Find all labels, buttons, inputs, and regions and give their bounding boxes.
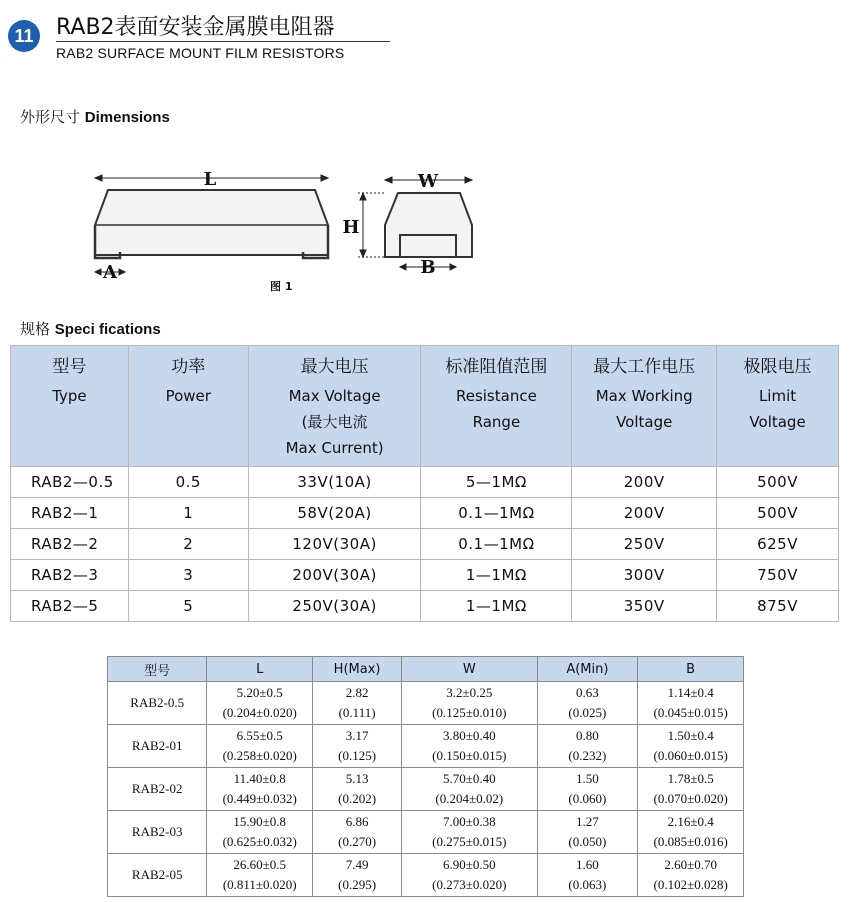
dimensions-heading — [20, 106, 170, 127]
dims-header-row — [108, 657, 744, 682]
inch-value: (0.050) — [568, 834, 607, 849]
metric-value: 2.82 — [345, 685, 369, 700]
dims-model-cell: RAB2-01 — [108, 725, 207, 768]
dims-cell-w — [402, 768, 537, 811]
spec-cell: 33V(10A) — [248, 467, 421, 498]
dims-cell-b — [638, 682, 744, 725]
dims-header-h: H(Max) — [313, 657, 402, 682]
inch-value: (0.270) — [338, 834, 377, 849]
spec-cell: 625V — [717, 529, 839, 560]
inch-value: (0.150±0.015) — [432, 748, 507, 763]
inch-value: (0.202) — [338, 791, 377, 806]
metric-value: 1.14±0.4 — [667, 685, 714, 700]
metric-value: 6.86 — [345, 814, 369, 829]
metric-value: 3.2±0.25 — [446, 685, 493, 700]
spec-cell: 3 — [128, 560, 248, 591]
spec-cell: 300V — [572, 560, 717, 591]
dims-header-b: B — [638, 657, 744, 682]
inch-value: (0.449±0.032) — [222, 791, 297, 806]
specifications-table — [10, 345, 839, 622]
spec-cell: 0.5 — [128, 467, 248, 498]
label-W: W — [417, 171, 439, 192]
metric-value: 1.50 — [576, 771, 599, 786]
dims-cell-h — [313, 768, 402, 811]
dims-cell-b — [638, 811, 744, 854]
metric-value: 3.80±0.40 — [442, 728, 496, 743]
dimensions-table — [107, 656, 744, 897]
inch-value: (0.204±0.020) — [222, 705, 297, 720]
spec-cell: RAB2—5 — [11, 591, 129, 622]
spec-cell: 1—1MΩ — [421, 591, 572, 622]
dims-model-cell: RAB2-05 — [108, 854, 207, 897]
dims-cell-l — [207, 854, 313, 897]
spec-row — [11, 498, 839, 529]
dims-row — [108, 811, 744, 854]
dims-model-cell: RAB2-0.5 — [108, 682, 207, 725]
spec-row — [11, 591, 839, 622]
spec-cell: 200V — [572, 498, 717, 529]
inch-value: (0.060±0.015) — [653, 748, 728, 763]
spec-cell: 500V — [717, 467, 839, 498]
spec-cell: 1 — [128, 498, 248, 529]
dims-cell-h — [313, 725, 402, 768]
dims-row — [108, 725, 744, 768]
dims-cell-l — [207, 725, 313, 768]
spec-cell: RAB2—3 — [11, 560, 129, 591]
spec-cell: 5 — [128, 591, 248, 622]
dims-cell-b — [638, 768, 744, 811]
dims-row — [108, 854, 744, 897]
inch-value: (0.102±0.028) — [653, 877, 728, 892]
label-L: L — [203, 169, 217, 190]
dims-cell-w — [402, 854, 537, 897]
inch-value: (0.295) — [338, 877, 377, 892]
spec-header-max-working-voltage: 最大工作电压 Max Working Voltage — [572, 346, 717, 467]
dims-model-cell: RAB2-03 — [108, 811, 207, 854]
label-A: A — [103, 262, 117, 283]
spec-cell: RAB2—2 — [11, 529, 129, 560]
spec-cell: 200V(30A) — [248, 560, 421, 591]
metric-value: 5.20±0.5 — [236, 685, 283, 700]
spec-cell: 875V — [717, 591, 839, 622]
spec-cell: RAB2—1 — [11, 498, 129, 529]
metric-value: 3.17 — [345, 728, 369, 743]
spec-cell: 0.1—1MΩ — [421, 498, 572, 529]
inch-value: (0.273±0.020) — [432, 877, 507, 892]
dims-cell-a — [537, 682, 638, 725]
section-number-badge: 11 — [8, 20, 40, 52]
spec-cell: 5—1MΩ — [421, 467, 572, 498]
dims-cell-h — [313, 682, 402, 725]
label-H: H — [342, 217, 360, 238]
metric-value: 0.80 — [576, 728, 599, 743]
specifications-heading-cn: 规格 — [20, 320, 51, 338]
dims-row — [108, 768, 744, 811]
dims-cell-w — [402, 725, 537, 768]
spec-cell: 1—1MΩ — [421, 560, 572, 591]
page-title-en: RAB2 SURFACE MOUNT FILM RESISTORS — [56, 45, 345, 61]
spec-cell: 250V(30A) — [248, 591, 421, 622]
page-title-cn: RAB2表面安装金属膜电阻器 — [56, 15, 335, 40]
metric-value: 0.63 — [576, 685, 599, 700]
metric-value: 5.13 — [345, 771, 369, 786]
specifications-heading-en: Speci fications — [54, 321, 161, 338]
title-underline — [56, 41, 390, 42]
spec-row — [11, 560, 839, 591]
metric-value: 2.60±0.70 — [664, 857, 717, 872]
inch-value: (0.204±0.02) — [435, 791, 504, 806]
spec-header-resistance-range: 标准阻值范围 Resistance Range — [421, 346, 572, 467]
metric-value: 1.27 — [576, 814, 599, 829]
inch-value: (0.258±0.020) — [222, 748, 297, 763]
spec-header-type: 型号 Type — [11, 346, 129, 467]
dimension-drawing — [80, 165, 480, 300]
spec-header-power: 功率 Power — [128, 346, 248, 467]
inch-value: (0.811±0.020) — [222, 877, 297, 892]
inch-value: (0.111) — [338, 705, 376, 720]
metric-value: 5.70±0.40 — [442, 771, 496, 786]
dims-cell-a — [537, 854, 638, 897]
specifications-heading — [20, 318, 161, 339]
inch-value: (0.060) — [568, 791, 607, 806]
inch-value: (0.025) — [568, 705, 607, 720]
inch-value: (0.063) — [568, 877, 607, 892]
inch-value: (0.045±0.015) — [653, 705, 728, 720]
inch-value: (0.275±0.015) — [432, 834, 507, 849]
spec-cell: 500V — [717, 498, 839, 529]
dims-header-w: W — [402, 657, 537, 682]
metric-value: 26.60±0.5 — [233, 857, 287, 872]
metric-value: 1.60 — [576, 857, 599, 872]
dims-cell-l — [207, 682, 313, 725]
dims-cell-w — [402, 811, 537, 854]
dimensions-heading-cn: 外形尺寸 — [20, 108, 81, 126]
metric-value: 7.00±0.38 — [442, 814, 496, 829]
dims-cell-a — [537, 725, 638, 768]
spec-header-limit-voltage: 极限电压 Limit Voltage — [717, 346, 839, 467]
spec-cell: 200V — [572, 467, 717, 498]
spec-cell: 2 — [128, 529, 248, 560]
metric-value: 15.90±0.8 — [233, 814, 287, 829]
spec-cell: 350V — [572, 591, 717, 622]
metric-value: 6.55±0.5 — [236, 728, 283, 743]
inch-value: (0.070±0.020) — [653, 791, 728, 806]
dims-header-l: L — [207, 657, 313, 682]
spec-cell: 250V — [572, 529, 717, 560]
figure-caption: 图 1 — [270, 280, 293, 293]
dims-header-a: A(Min) — [537, 657, 638, 682]
dims-cell-w — [402, 682, 537, 725]
dims-cell-l — [207, 811, 313, 854]
dims-cell-b — [638, 854, 744, 897]
spec-cell: 58V(20A) — [248, 498, 421, 529]
spec-header-max-voltage: 最大电压 Max Voltage (最大电流 Max Current) — [248, 346, 421, 467]
dims-model-cell: RAB2-02 — [108, 768, 207, 811]
dims-row — [108, 682, 744, 725]
dims-cell-h — [313, 854, 402, 897]
spec-cell: 0.1—1MΩ — [421, 529, 572, 560]
spec-cell: 120V(30A) — [248, 529, 421, 560]
spec-row — [11, 467, 839, 498]
spec-cell: RAB2—0.5 — [11, 467, 129, 498]
metric-value: 1.50±0.4 — [667, 728, 714, 743]
inch-value: (0.085±0.016) — [653, 834, 728, 849]
dims-header-model: 型号 — [108, 657, 207, 682]
inch-value: (0.125±0.010) — [432, 705, 507, 720]
dims-cell-a — [537, 811, 638, 854]
spec-cell: 750V — [717, 560, 839, 591]
spec-row — [11, 529, 839, 560]
spec-header-row — [11, 346, 839, 467]
metric-value: 11.40±0.8 — [233, 771, 286, 786]
dims-cell-l — [207, 768, 313, 811]
label-B: B — [420, 257, 436, 278]
dims-cell-b — [638, 725, 744, 768]
metric-value: 1.78±0.5 — [667, 771, 714, 786]
dimensions-heading-en: Dimensions — [84, 109, 170, 126]
inch-value: (0.625±0.032) — [222, 834, 297, 849]
dims-cell-a — [537, 768, 638, 811]
metric-value: 2.16±0.4 — [667, 814, 714, 829]
inch-value: (0.232) — [568, 748, 607, 763]
metric-value: 6.90±0.50 — [442, 857, 496, 872]
metric-value: 7.49 — [345, 857, 369, 872]
inch-value: (0.125) — [338, 748, 377, 763]
dims-cell-h — [313, 811, 402, 854]
